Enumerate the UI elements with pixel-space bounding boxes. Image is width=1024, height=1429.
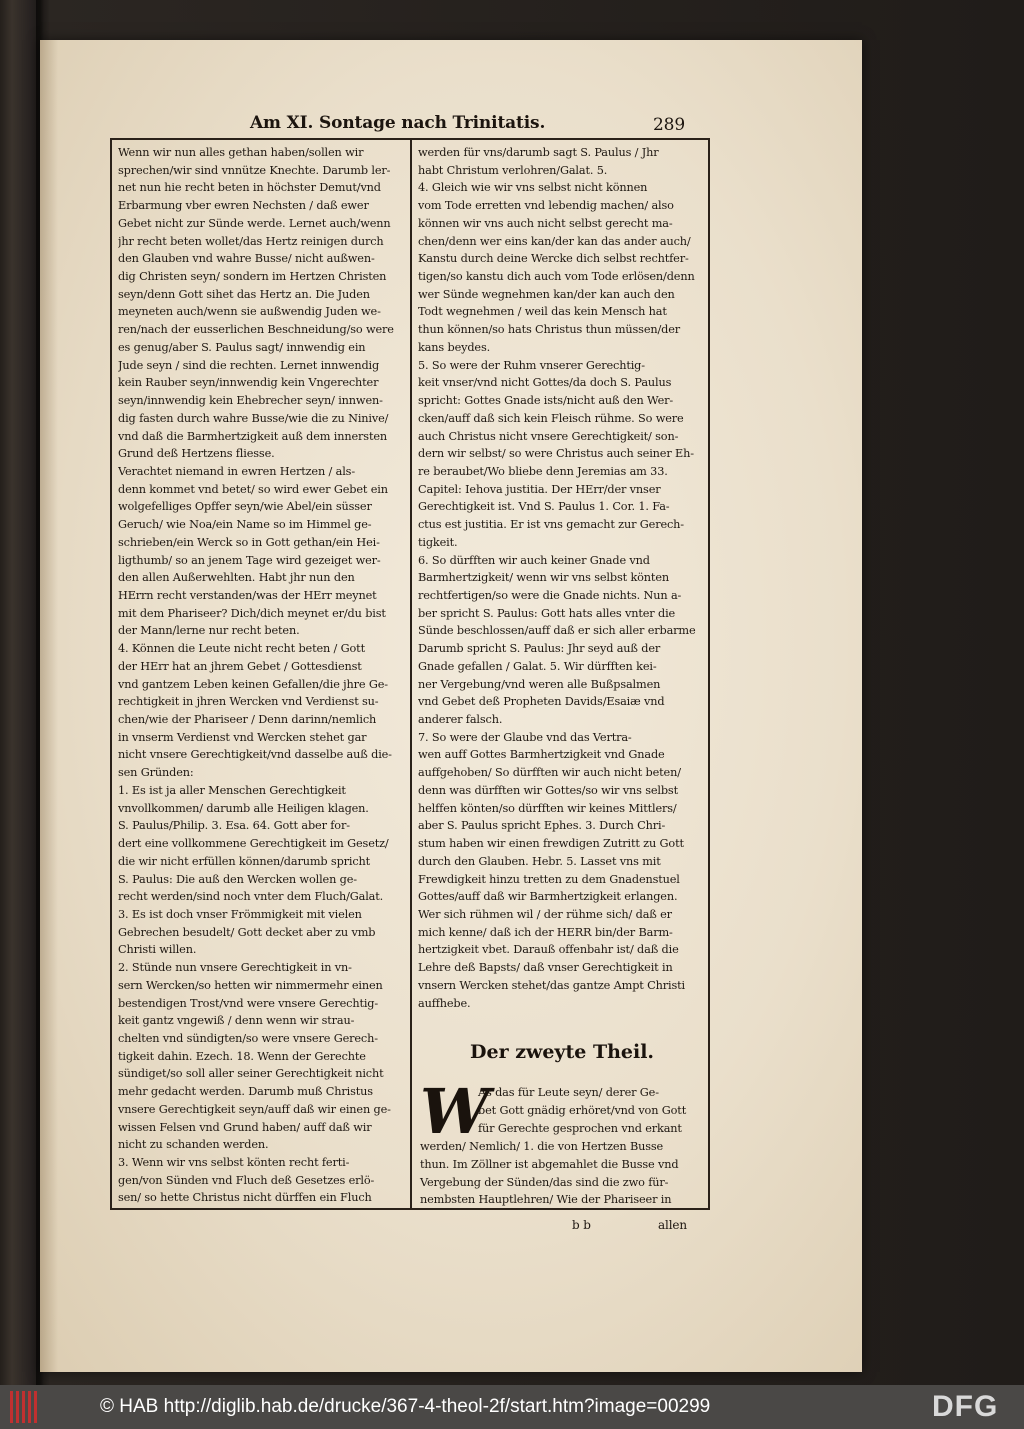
section-text-line: thun. Im Zöllner ist abgemahlet die Busse vnd: [420, 1157, 679, 1171]
text-line: sprechen/wir sind vnnütze Knechte. Darumb ler-: [118, 163, 391, 177]
text-line: habt Christum verlohren/Galat. 5.: [418, 163, 608, 177]
text-line: nicht zu schanden werden.: [118, 1138, 269, 1152]
text-line: dig Christen seyn/ sondern im Hertzen Christen: [118, 270, 387, 284]
text-line: denn kommet vnd betet/ so wird ewer Gebet ein: [118, 482, 388, 496]
left-text-column: [118, 144, 406, 1208]
frame-rule-left: [110, 138, 112, 1210]
page-number: 289: [653, 115, 685, 135]
text-line: ligthumb/ so an jenem Tage wird gezeiget wer-: [118, 553, 381, 567]
text-line: sündiget/so soll aller seiner Gerechtigkeit nicht: [118, 1067, 384, 1081]
text-line: durch den Glauben. Hebr. 5. Lasset vns mit: [418, 854, 661, 868]
printer-signature-mark: b b: [572, 1218, 591, 1232]
text-line: Todt wegnehmen / weil das kein Mensch hat: [418, 305, 667, 319]
text-line: S. Paulus/Philip. 3. Esa. 64. Gott aber for-: [118, 819, 350, 833]
viewer-footer-bar: [0, 1385, 1024, 1429]
text-line: 3. Wenn wir vns selbst könten recht ferti-: [118, 1156, 350, 1170]
text-line: ner Vergebung/vnd weren alle Bußpsalmen: [418, 677, 661, 691]
text-line: S. Paulus: Die auß den Wercken wollen ge-: [118, 872, 357, 886]
text-line: Kanstu durch deine Wercke dich selbst rechtfer-: [418, 252, 689, 266]
text-line: recht werden/sind noch vnter dem Fluch/Galat.: [118, 890, 384, 904]
text-line: 1. Es ist ja aller Menschen Gerechtigkeit: [118, 783, 346, 797]
text-line: 4. Können die Leute nicht recht beten / Gott: [118, 642, 365, 656]
text-line: den Glauben vnd wahre Busse/ nicht außwen-: [118, 252, 375, 266]
text-line: spricht: Gottes Gnade ists/nicht auß den Wer-: [418, 394, 674, 408]
text-line: ber spricht S. Paulus: Gott hats alles vnter die: [418, 606, 676, 620]
section-text-line: Vergebung der Sünden/das sind die zwo für-: [420, 1175, 669, 1189]
column-divider: [410, 140, 412, 1210]
text-line: den allen Außerwehlten. Habt jhr nun den: [118, 571, 355, 585]
text-line: Jude seyn / sind die rechten. Lernet innwendig: [118, 358, 380, 372]
text-line: gen/von Sünden vnd Fluch deß Gesetzes erlö-: [118, 1173, 375, 1187]
section-heading: Der zweyte Theil.: [470, 1041, 655, 1063]
text-line: cken/auff daß sich kein Fleisch rühme. So were: [418, 411, 684, 425]
text-line: keit gantz vngewiß / denn wenn wir strau-: [118, 1014, 355, 1028]
text-line: seyn/innwendig kein Ehebrecher seyn/ innwen-: [118, 394, 383, 408]
text-line: hertzigkeit vbet. Darauß offenbahr ist/ daß die: [418, 943, 679, 957]
text-line: aber S. Paulus spricht Ephes. 3. Durch Chri-: [418, 819, 666, 833]
text-line: Darumb spricht S. Paulus: Jhr seyd auß der: [418, 642, 661, 656]
text-line: wer Sünde wegnehmen kan/der kan auch den: [418, 287, 675, 301]
text-line: 3. Es ist doch vnser Frömmigkeit mit vielen: [118, 907, 362, 921]
text-line: Lehre deß Bapsts/ daß vnser Gerechtigkeit in: [418, 961, 673, 975]
text-line: bestendigen Trost/vnd were vnsere Gerechtig-: [118, 996, 379, 1010]
text-line: der HErr hat an jhrem Gebet / Gottesdienst: [118, 659, 362, 673]
text-line: net nun hie recht beten in höchster Demut/vnd: [118, 181, 381, 195]
text-line: Gebrechen besudelt/ Gott decket aber zu vmb: [118, 925, 376, 939]
text-line: Capitel: Iehova justitia. Der HErr/der vnser: [418, 482, 661, 496]
text-line: 5. So were der Ruhm vnserer Gerechtig-: [418, 358, 645, 372]
text-line: auch Christus nicht vnsere Gerechtigkeit/ son-: [418, 429, 679, 443]
text-line: auffgehoben/ So dürfften wir auch nicht beten/: [418, 766, 681, 780]
attribution-link[interactable]: © HAB http://diglib.hab.de/drucke/367-4-theol-2f/start.htm?image=00299: [100, 1396, 711, 1417]
text-line: Gnade gefallen / Galat. 5. Wir dürfften kei-: [418, 659, 657, 673]
text-line: Wenn wir nun alles gethan haben/sollen wir: [118, 146, 364, 159]
text-line: schrieben/ein Werck so in Gott gethan/ein Hei-: [118, 535, 380, 549]
frame-rule-right: [708, 138, 710, 1210]
text-line: 6. So dürfften wir auch keiner Gnade vnd: [418, 553, 650, 567]
text-line: keit vnser/vnd nicht Gottes/da doch S. Paulus: [418, 376, 672, 390]
text-line: vnd Gebet deß Propheten Davids/Esaiæ vnd: [418, 695, 665, 709]
text-line: seyn/denn Gott sihet das Hertz an. Die Juden: [118, 287, 370, 301]
dfg-logo: DFG: [932, 1390, 999, 1423]
text-line: chen/denn wer eins kan/der kan das ander auch/: [418, 234, 691, 248]
text-line: re beraubet/Wo bliebe denn Jeremias am 33.: [418, 464, 668, 478]
text-line: Grund deß Hertzens fliesse.: [118, 447, 275, 461]
text-line: denn was dürfften wir Gottes/so wir vns selbst: [418, 783, 678, 797]
text-line: Barmhertzigkeit/ wenn wir vns selbst könten: [418, 571, 669, 585]
text-line: ren/nach der eusserlichen Beschneidung/so were: [118, 323, 394, 337]
section-text-line: werden/ Nemlich/ 1. die von Hertzen Busse: [420, 1139, 664, 1153]
text-line: Frewdigkeit hinzu tretten zu dem Gnadenstuel: [418, 872, 680, 886]
section-text-line: nembsten Hauptlehren/ Wie der Phariseer in: [420, 1193, 672, 1207]
hab-logo-icon: [8, 1391, 42, 1423]
text-line: jhr recht beten wollet/das Hertz reinigen durch: [118, 234, 384, 248]
text-line: Wer sich rühmen wil / der rühme sich/ daß er: [418, 907, 672, 921]
text-line: chen/wie der Phariseer / Denn darinn/nemlich: [118, 713, 377, 727]
text-line: Verachtet niemand in ewren Hertzen / als-: [118, 464, 355, 478]
text-line: Geruch/ wie Noa/ein Name so im Himmel ge-: [118, 518, 372, 532]
text-line: vnsern Wercken stehet/das gantze Ampt Christi: [418, 978, 685, 992]
text-line: die wir nicht erfüllen können/darumb spricht: [118, 854, 371, 868]
text-line: mit dem Phariseer? Dich/dich meynet er/du bist: [118, 606, 386, 620]
text-line: wolgefelliges Opffer seyn/wie Abel/ein süsser: [118, 500, 372, 514]
text-line: sen/ so hette Christus nicht dürffen ein Fluch: [118, 1191, 372, 1205]
text-line: vnvollkommen/ darumb alle Heiligen klagen.: [118, 801, 369, 815]
text-line: tigkeit dahin. Ezech. 18. Wenn der Gerechte: [118, 1049, 366, 1063]
text-line: 4. Gleich wie wir vns selbst nicht können: [418, 181, 648, 195]
text-line: chelten vnd sündigten/so were vnsere Gerech-: [118, 1032, 378, 1045]
text-line: HErrn recht verstanden/was der HErr meynet: [118, 589, 377, 602]
text-line: kein Rauber seyn/innwendig kein Vngerechter: [118, 376, 379, 390]
text-line: Erbarmung vber ewren Nechsten / daß ewer: [118, 199, 369, 213]
text-line: Gottes/auff daß wir Barmhertzigkeit erlangen.: [418, 890, 678, 904]
text-line: tigkeit.: [418, 535, 458, 549]
text-line: wen auff Gottes Barmhertzigkeit vnd Gnade: [418, 748, 665, 762]
text-line: helffen könten/so dürfften wir keines Mittlers/: [418, 801, 677, 815]
text-line: kans beydes.: [418, 340, 491, 354]
text-line: dert eine vollkommene Gerechtigkeit im Gesetz/: [118, 837, 389, 851]
text-line: tigen/so kanstu dich auch vom Tode erlösen/denn: [418, 270, 695, 284]
text-line: in vnserm Verdienst vnd Wercken stehet gar: [118, 730, 367, 744]
text-line: Gerechtigkeit ist. Vnd S. Paulus 1. Cor. 1. Fa-: [418, 500, 670, 514]
text-line: wissen Felsen vnd Grund haben/ auff daß wir: [118, 1120, 372, 1134]
text-line: Christi willen.: [118, 943, 197, 957]
text-line: auffhebe.: [418, 996, 471, 1010]
text-line: Gebet nicht zur Sünde werde. Lernet auch/wenn: [118, 216, 391, 230]
section-text-line: bet Gott gnädig erhöret/vnd von Gott: [478, 1103, 687, 1117]
text-line: können wir vns auch nicht selbst gerecht ma-: [418, 216, 673, 230]
text-line: ctus est justitia. Er ist vns gemacht zur Gerech-: [418, 518, 684, 532]
text-line: dern wir selbst/ so were Christus auch seiner Eh-: [418, 447, 694, 461]
catchword: allen: [658, 1218, 687, 1232]
text-line: der Mann/lerne nur recht beten.: [118, 624, 300, 638]
text-line: sen Gründen:: [118, 766, 194, 780]
text-line: 7. So were der Glaube vnd das Vertra-: [418, 730, 632, 744]
page-edge-shade: [40, 40, 58, 1372]
text-line: mehr gedacht werden. Darumb muß Christus: [118, 1085, 373, 1099]
text-line: es genug/aber S. Paulus sagt/ innwendig ein: [118, 340, 366, 354]
text-line: 2. Stünde nun vnsere Gerechtigkeit in vn-: [118, 961, 352, 975]
text-line: rechtfertigen/so were die Gnade nichts. Nun a-: [418, 589, 682, 602]
text-line: werden für vns/darumb sagt S. Paulus / Jhr: [418, 146, 659, 159]
text-line: vom Tode erretten vnd lebendig machen/ also: [418, 199, 674, 213]
text-line: sern Wercken/so hetten wir nimmermehr einen: [118, 978, 383, 992]
text-line: Sünde beschlossen/auff daß er sich aller erbarme: [418, 624, 696, 638]
drop-cap-initial: W: [420, 1075, 490, 1148]
text-line: meyneten auch/wenn sie außwendig Juden we-: [118, 305, 381, 319]
text-line: anderer falsch.: [418, 713, 503, 727]
text-line: stum haben wir einen frewdigen Zutritt zu Gott: [418, 837, 684, 851]
section-text-line: für Gerechte gesprochen vnd erkant: [478, 1121, 682, 1135]
text-line: vnd gantzem Leben keinen Gefallen/die jhre Ge-: [118, 677, 388, 691]
text-line: rechtigkeit in jhren Wercken vnd Verdienst su-: [118, 695, 379, 709]
text-line: vnd daß die Barmhertzigkeit auß dem innersten: [118, 429, 387, 443]
text-line: nicht vnsere Gerechtigkeit/vnd dasselbe auß die-: [118, 748, 392, 762]
text-line: dig fasten durch wahre Busse/wie die zu Ninive/: [118, 411, 389, 425]
text-line: thun können/so hats Christus thun müssen/der: [418, 323, 681, 337]
running-head: Am XI. Sontage nach Trinitatis.: [250, 113, 546, 133]
text-line: mich kenne/ daß ich der HERR bin/der Barm-: [418, 925, 673, 939]
section-text-line: As das für Leute seyn/ derer Ge-: [478, 1086, 659, 1099]
text-line: vnsere Gerechtigkeit seyn/auff daß wir einen ge-: [118, 1102, 391, 1116]
